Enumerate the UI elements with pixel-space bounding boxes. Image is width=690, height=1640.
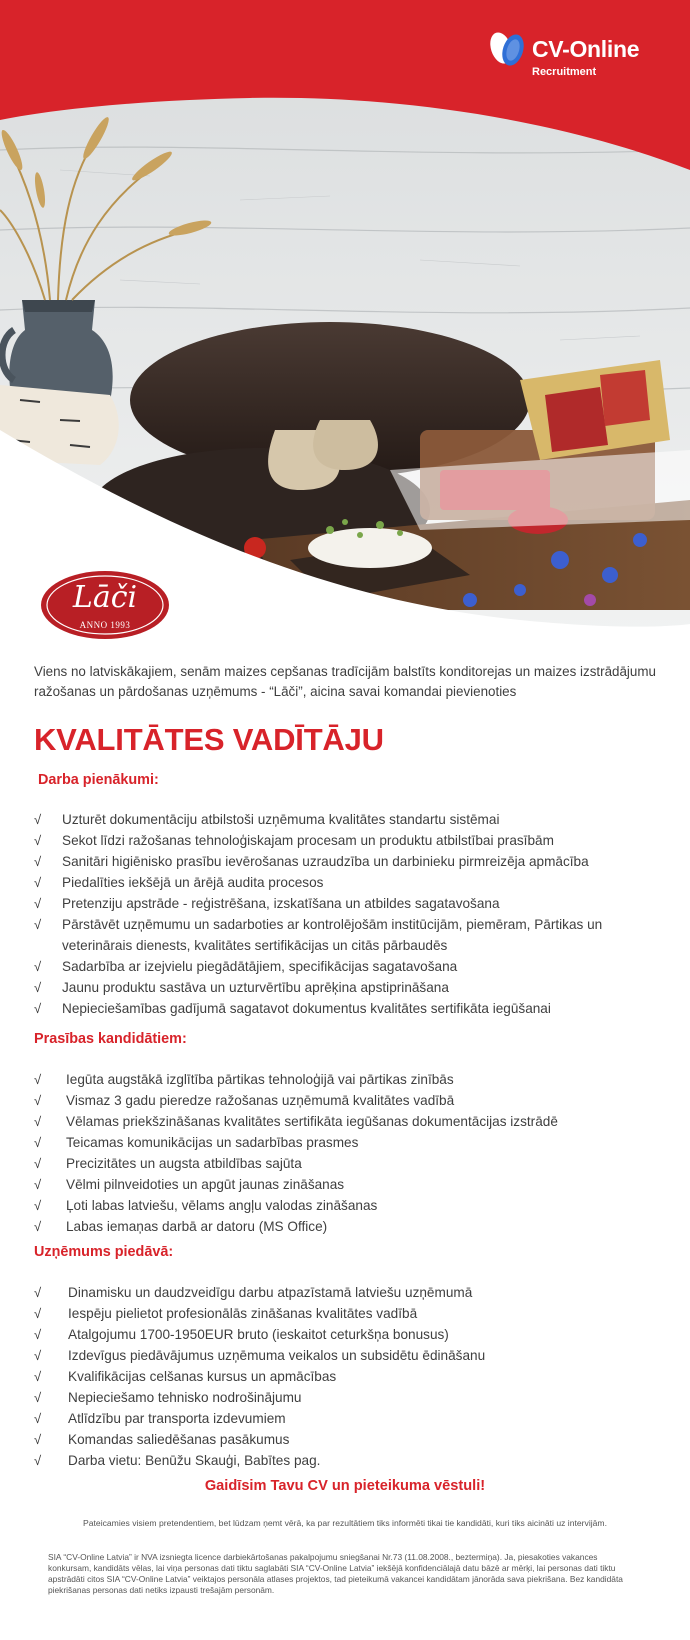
hero-photo [0,0,690,640]
call-to-action: Gaidīsim Tavu CV un pieteikuma vēstuli! [204,1478,486,1494]
list-item-text: Dinamisku un daudzveidīgu darbu atpazīstamā latviešu uzņēmumā [68,1285,473,1300]
check-icon: √ [34,1072,42,1087]
list-item-text: Pretenziju apstrāde - reģistrēšana, izskatīšana un atbildes sagatavošana [62,896,500,911]
list-item [34,1132,660,1153]
list-item [34,1387,660,1408]
requirements-list [34,1069,660,1237]
check-icon: √ [34,980,42,995]
check-icon: √ [34,1219,42,1234]
check-icon: √ [34,812,42,827]
requirements-heading: Prasības kandidātiem: [34,1031,187,1047]
check-icon: √ [34,1306,42,1321]
list-item [34,1174,660,1195]
list-item-text: Uzturēt dokumentāciju atbilstoši uzņēmuma kvalitātes standartu sistēmai [62,812,500,827]
check-icon: √ [34,959,42,974]
list-item [34,1069,660,1090]
list-item [34,956,660,977]
list-item-text: Iegūta augstākā izglītība pārtikas tehnoloģijā vai pārtikas zinībās [66,1072,454,1087]
check-icon: √ [34,896,42,911]
list-item-text: Nepieciešamības gadījumā sagatavot dokumentus kvalitātes sertifikāta iegūšanai [62,1001,551,1016]
check-icon: √ [34,1390,42,1405]
list-item-text: Jaunu produktu sastāva un uzturvērtību aprēķina apstiprināšana [62,980,449,995]
check-icon: √ [34,1348,42,1363]
list-item [34,1282,660,1303]
list-item [34,1111,660,1132]
check-icon: √ [34,1135,42,1150]
list-item [34,1429,660,1450]
check-icon: √ [34,1285,42,1300]
list-item [34,1303,660,1324]
list-item [34,998,660,1019]
duties-heading: Darba pienākumi: [38,772,159,788]
check-icon: √ [34,1177,42,1192]
list-item-text: Labas iemaņas darbā ar datoru (MS Office) [66,1219,328,1234]
list-item [34,809,660,830]
check-icon: √ [34,1453,42,1468]
list-item [34,977,660,998]
list-item [34,830,660,851]
check-icon: √ [34,1432,42,1447]
list-item-text: Komandas saliedēšanas pasākumus [68,1432,290,1447]
list-item [34,914,660,956]
list-item-text: Atlīdzību par transporta izdevumiem [68,1411,286,1426]
list-item-text: Vēlmi pilnveidoties un apgūt jaunas zināšanas [66,1177,345,1192]
laci-wordmark: Lāči [72,580,138,615]
list-item-text: Nepieciešamo tehnisko nodrošinājumu [68,1390,302,1405]
check-icon: √ [34,1369,42,1384]
list-item-text: Iespēju pielietot profesionālās zināšanas kvalitātes vadībā [68,1306,418,1321]
list-item [34,1366,660,1387]
list-item [34,872,660,893]
list-item-text: Sanitāri higiēnisko prasību ievērošanas uzraudzība un darbinieku pirmreizēja apmācība [62,854,589,869]
list-item-text: Piedalīties iekšējā un ārējā audita procesos [62,875,324,890]
list-item [34,1408,660,1429]
brand-name: CV-Online [532,36,640,62]
offer-heading: Uzņēmums piedāvā: [34,1244,174,1260]
list-item-text: Vismaz 3 gadu pieredze ražošanas uzņēmumā kvalitātes vadībā [66,1093,455,1108]
hero-banner [0,0,690,640]
check-icon: √ [34,1411,42,1426]
check-icon: √ [34,1156,42,1171]
duties-list [34,809,660,1019]
list-item [34,1345,660,1366]
list-item [34,1450,660,1471]
list-item-text: Precizitātes un augsta atbildības sajūta [66,1156,302,1171]
check-icon: √ [34,833,42,848]
list-item [34,1324,660,1345]
list-item-text: Atalgojumu 1700-1950EUR bruto (ieskaitot ceturkšņa bonusus) [68,1327,449,1342]
check-icon: √ [34,1001,42,1016]
list-item-text: Vēlamas priekšzināšanas kvalitātes sertifikāta iegūšanas dokumentācijas izstrādē [66,1114,558,1129]
check-icon: √ [34,1327,42,1342]
check-icon: √ [34,917,42,932]
offer-list [34,1282,660,1471]
list-item-text: Pārstāvēt uzņēmumu un sadarboties ar kontrolējošām institūcijām, piemēram, Pārtikas un veterinārais dienests, kvalitātes sertifikācijas un citās pārbaudēs [62,917,603,953]
list-item-text: Sadarbība ar izejvielu piegādātājiem, specifikācijas sagatavošana [62,959,458,974]
check-icon: √ [34,875,42,890]
list-item-text: Sekot līdzi ražošanas tehnoloģiskajam procesam un produktu atbilstībai prasībām [62,833,554,848]
list-item-text: Darba vietu: Benūžu Skauģi, Babītes pag. [68,1453,321,1468]
list-item [34,1153,660,1174]
cv-online-logo [488,24,678,84]
cv-online-heart-icon [488,28,528,68]
check-icon: √ [34,1093,42,1108]
list-item [34,1216,660,1237]
list-item-text: Teicamas komunikācijas un sadarbības prasmes [66,1135,359,1150]
brand-subtitle: Recruitment [532,66,597,78]
legal-text: SIA “CV-Online Latvia” ir NVA izsniegta licence darbiekārtošanas pakalpojumu sniegšanai Nr.73 (11.08.2008., beztermiņa). Ja, piesakoties vakances konkursam, kandidāts vēlas, lai viņa personas dati tiktu saglabāti SIA “CV-Online Latvia” iekšējā konfidenciālajā datu bāzē ar mērķi, lai personas dati tiktu apstrādāti citos SIA “CV-Online Latvia” veiktajos personāla atlases projektos, tad pieteikumā vakancei kandidātam jānorāda sava piekrišana. Bez kandidāta piekrišanas personas dati netiks izpausti trešajām personām. [48,1552,623,1595]
candidate-note: Pateicamies visiem pretendentiem, bet lūdzam ņemt vērā, ka par rezultātiem tiks informēti tikai tie kandidāti, kuri tiks aicināti uz intervijām. [83,1518,607,1528]
job-title: KVALITĀTES VADĪTĀJU [34,722,384,757]
list-item [34,851,660,872]
list-item-text: Kvalifikācijas celšanas kursus un apmācības [68,1369,337,1384]
intro-text: Viens no latviskākajiem, senām maizes cepšanas tradīcijām balstīts konditorejas un maizes izstrādājumu ražošanas un pārdošanas uzņēmums - “Lāči”, aicina savai komandai pievienoties [34,664,656,699]
laci-logo [36,566,174,640]
list-item [34,893,660,914]
list-item-text: Izdevīgus piedāvājumus uzņēmuma veikalos un subsidētu ēdināšanu [68,1348,486,1363]
list-item [34,1195,660,1216]
laci-anno: ANNO 1993 [79,620,131,630]
check-icon: √ [34,1114,42,1129]
list-item [34,1090,660,1111]
check-icon: √ [34,854,42,869]
list-item-text: Ļoti labas latviešu, vēlams angļu valodas zināšanas [66,1198,378,1213]
check-icon: √ [34,1198,42,1213]
